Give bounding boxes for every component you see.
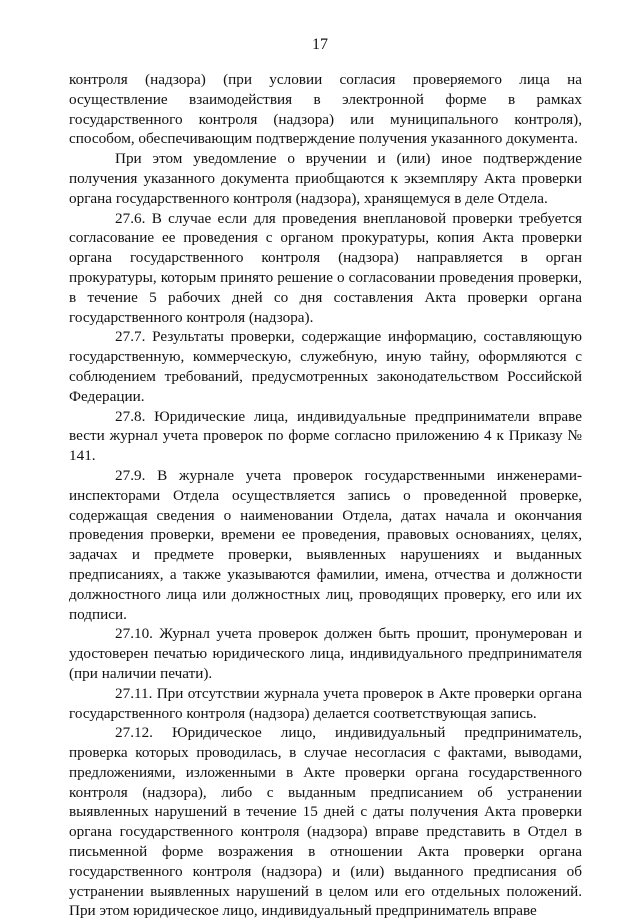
paragraph-27-8: 27.8. Юридические лица, индивидуальные предприниматели вправе вести журнал учета проверок по форме согласно приложению 4 к Приказу № 141. xyxy=(69,407,582,465)
page-number: 17 xyxy=(312,36,328,53)
paragraph-continuation: контроля (надзора) (при условии согласия проверяемого лица на осуществление взаимодействия в электронной форме в рамках государственного контроля (надзора) или муниципального контроля), способом, обеспечивающим подтверждение получения указанного документа. xyxy=(69,71,582,148)
paragraph-27-11: 27.11. При отсутствии журнала учета проверок в Акте проверки органа государственного контроля (надзора) делается соответствующая запись. xyxy=(69,684,582,722)
paragraph-27-6: 27.6. В случае если для проведения внеплановой проверки требуется согласование ее проведения с органом прокуратуры, копия Акта проверки органа государственного контроля (надзора) направляется в орган прокуратуры, которым принято решение о согласовании проведения проверки, в течение 5 рабочих дней со дня составления Акта проверки органа государственного контроля (надзора). xyxy=(69,209,582,326)
paragraph-27-12: 27.12. Юридическое лицо, индивидуальный предприниматель, проверка которых проводилась, в случае несогласия с фактами, выводами, предложениями, изложенными в Акте проверки органа государственного контроля (надзора), либо с выданным предписанием об устранении выявленных нарушений в течение 15 дней с даты получения Акта проверки органа государственного контроля (надзора) вправе представить в Отдел в письменной форме возражения в отношении Акта проверки органа государственного контроля (надзора) и (или) выданного предписания об устранении выявленных нарушений в целом или его отдельных положений. При этом юридическое лицо, индивидуальный предприниматель вправе xyxy=(69,724,582,920)
paragraph-notification: При этом уведомление о вручении и (или) иное подтверждение получения указанного документа приобщаются к экземпляру Акта проверки органа государственного контроля (надзора), хранящемуся в деле Отдела. xyxy=(69,150,582,207)
paragraph-27-7: 27.7. Результаты проверки, содержащие информацию, составляющую государственную, коммерческую, служебную, иную тайну, оформляются с соблюдением требований, предусмотренных законодательством Российской Федерации. xyxy=(69,328,582,405)
paragraph-27-9: 27.9. В журнале учета проверок государственными инженерами-инспекторами Отдела осуществляется запись о проведенной проверке, содержащая сведения о наименовании Отдела, датах начала и окончания проведения проверки, времени ее проведения, правовых основаниях, целях, задачах и предмете проверки, выявленных нарушениях и выданных предписаниях, а также указываются фамилии, имена, отчества и должности должностного лица или должностных лиц, проводящих проверку, его или их подписи. xyxy=(69,466,582,623)
paragraph-27-10: 27.10. Журнал учета проверок должен быть прошит, пронумерован и удостоверен печатью юридического лица, индивидуального предпринимателя (при наличии печати). xyxy=(69,625,582,682)
document-body xyxy=(69,70,582,921)
